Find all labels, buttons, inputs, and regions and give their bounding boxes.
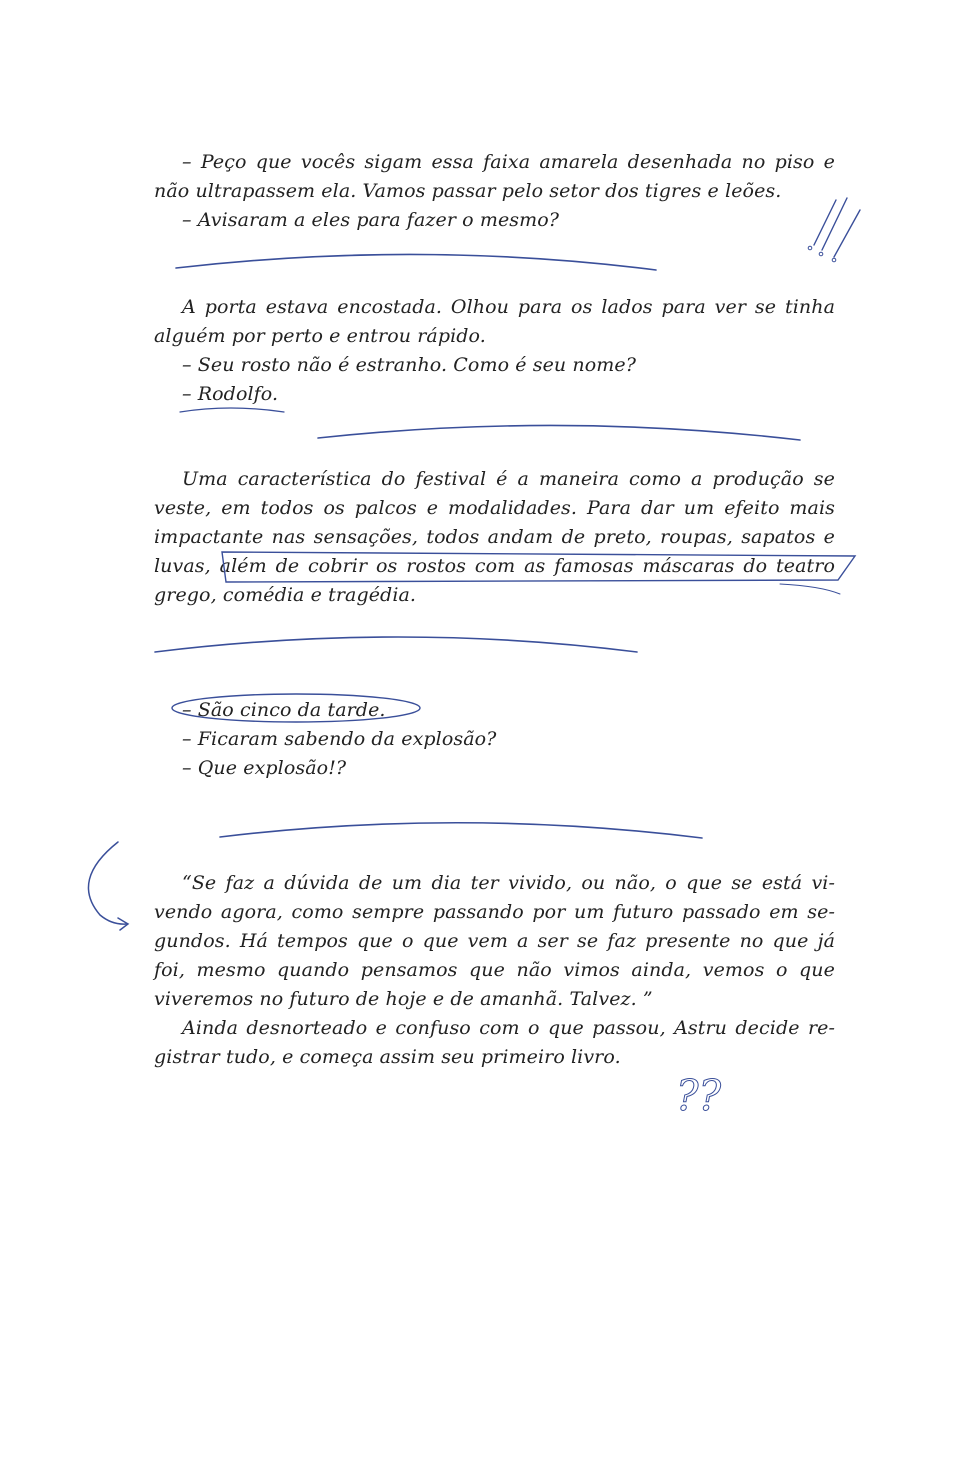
text-line: Ainda desnorteado e confuso com o que passou, Astru decide re- [182,1017,835,1039]
text-line: – Ficaram sabendo da explosão? [182,728,497,750]
section-2 [154,293,835,409]
question-marks-icon: ?? [676,1071,722,1120]
divider-swoosh-1 [176,254,656,270]
text-fragment: luvas, [154,555,211,577]
text-line: – Peço que vocês sigam essa faixa amarela desenhada no piso e [182,151,835,173]
text-line: viveremos no futuro de hoje e de amanhã. Talvez. ” [154,988,653,1010]
section-1 [154,148,835,235]
divider-swoosh-3 [155,637,637,652]
text-line: “Se faz a dúvida de um dia ter vivido, ou não, o que se está vi- [182,872,835,894]
curved-arrow-icon [88,842,126,924]
text-line-mixed [154,552,835,581]
text-line: grego, comédia e tragédia. [154,584,417,606]
boxed-text-fragment: além de cobrir os rostos com as famosas máscaras do teatro [219,555,836,577]
divider-swoosh-2 [318,425,800,440]
section-4 [154,696,835,783]
text-line: gundos. Há tempos que o que vem a ser se faz presente no que já [154,930,835,952]
section-5 [154,869,835,1072]
text-line: – Avisaram a eles para fazer o mesmo? [182,209,560,231]
text-line: impactante nas sensações, todos andam de preto, roupas, sapatos e [154,526,835,548]
text-line: foi, mesmo quando pensamos que não vimos ainda, vemos o que [154,959,835,981]
text-line: – Rodolfo. [182,383,279,405]
text-line: – Seu rosto não é estranho. Como é seu nome? [182,354,637,376]
text-line: alguém por perto e entrou rápido. [154,325,486,347]
text-line: veste, em todos os palcos e modalidades. Para dar um efeito mais [154,497,835,519]
text-line: vendo agora, como sempre passando por um futuro passado em se- [154,901,835,923]
text-line: – São cinco da tarde. [182,699,386,721]
text-line: gistrar tudo, e começa assim seu primeiro livro. [154,1046,621,1068]
section-3 [154,465,835,610]
text-line: A porta estava encostada. Olhou para os lados para ver se tinha [182,296,835,318]
text-line: não ultrapassem ela. Vamos passar pelo setor dos tigres e leões. [154,180,782,202]
divider-swoosh-4 [220,823,702,838]
text-line: – Que explosão!? [182,757,347,779]
text-line: Uma característica do festival é a maneira como a produção se [182,468,835,490]
